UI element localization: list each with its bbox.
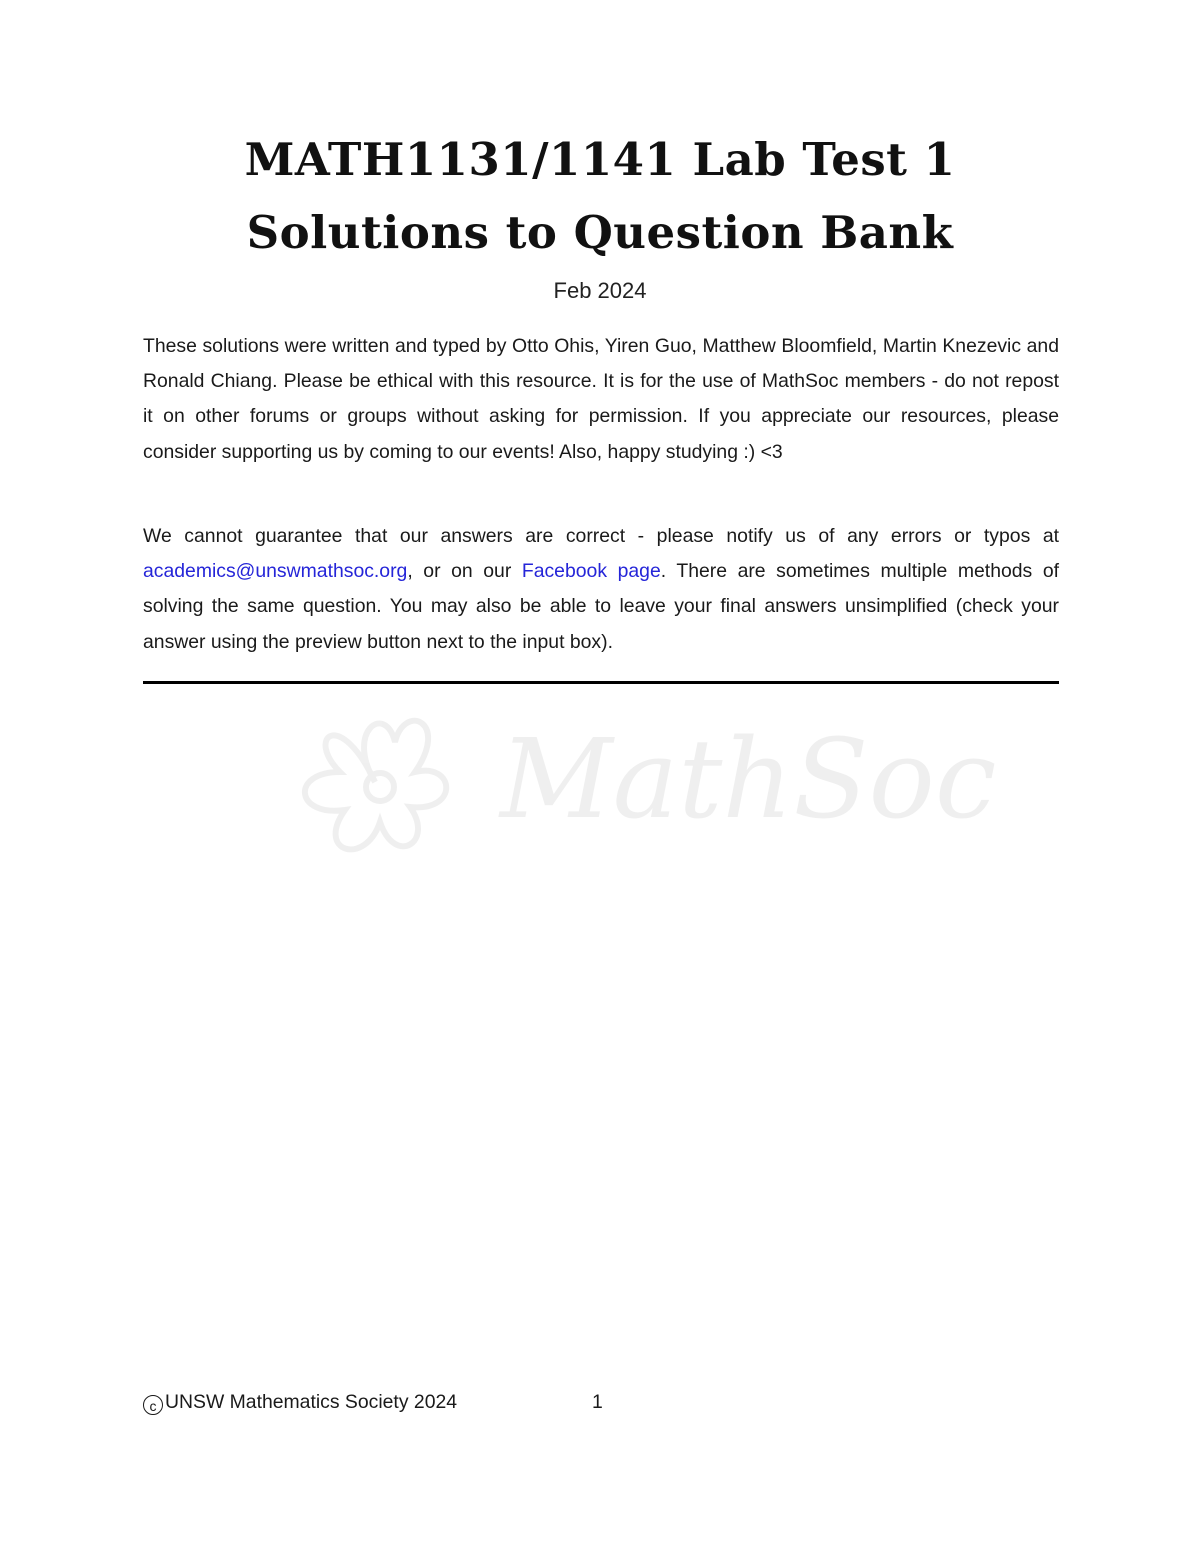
- email-link[interactable]: academics@unswmathsoc.org: [143, 560, 408, 583]
- disclaimer-text-after: . There are sometimes multiple methods of solving the same question. You may also be able to leave your final answers unsimplified (check your answer using the preview button next to the input box).: [143, 560, 1059, 653]
- document-date: Feb 2024: [553, 278, 647, 303]
- horizontal-divider: [143, 681, 1059, 684]
- footer-copyright: [143, 1391, 457, 1415]
- disclaimer-text-before-email: We cannot guarantee that our answers are correct - please notify us of any errors or typos at: [143, 525, 1059, 547]
- intro-paragraph: [143, 329, 1059, 470]
- mathsoc-flower-logo-icon: [305, 721, 446, 850]
- disclaimer-text-between: , or on our: [407, 560, 522, 583]
- footer-copyright-text: UNSW Mathematics Society 2024: [165, 1391, 458, 1413]
- watermark-text: MathSoc: [500, 715, 997, 843]
- disclaimer-paragraph: [143, 519, 1059, 660]
- document-title-line-1: MATH1131/1141 Lab Test 1: [244, 133, 956, 186]
- document-title-line-2: Solutions to Question Bank: [246, 206, 954, 259]
- intro-text: These solutions were written and typed by Otto Ohis, Yiren Guo, Matthew Bloomfield, Martin Knezevic and Ronald Chiang. Please be ethical with this resource. It is for the use of MathSoc members - do not repost it on other forums or groups without asking for permission. If you appreciate our resources, please consider supporting us by coming to our events! Also, happy studying :) <3: [143, 335, 1059, 463]
- facebook-page-link[interactable]: Facebook page: [521, 560, 661, 583]
- page-number: 1: [592, 1391, 603, 1413]
- copyright-icon: c: [143, 1395, 163, 1415]
- mathsoc-watermark: [285, 692, 997, 872]
